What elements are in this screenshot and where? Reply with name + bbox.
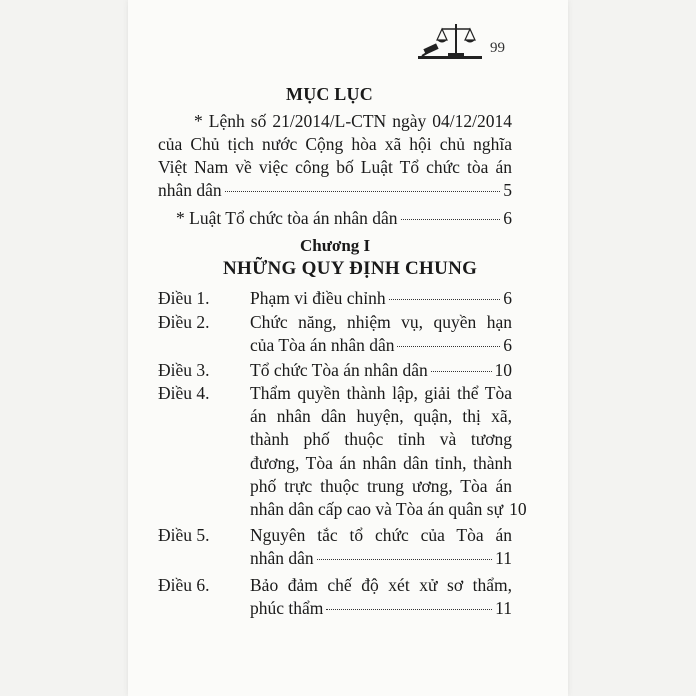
dot-leader [326, 608, 492, 610]
article-number: Điều 2. [158, 312, 210, 332]
toc-leader-row [250, 359, 512, 382]
article-title: Thẩm quyền thành lập, giải thể Tòa [250, 383, 512, 403]
toc-article [158, 359, 512, 382]
article-number: Điều 6. [158, 575, 210, 595]
dot-leader [431, 370, 492, 372]
article-title: Chức năng, nhiệm vụ, quyền hạn [250, 312, 512, 332]
toc-title: MỤC LỤC [286, 84, 373, 104]
toc-article [158, 382, 527, 521]
toc-article [158, 524, 512, 570]
toc-entry-line: * Lệnh số 21/2014/L-CTN ngày 04/12/2014 [194, 111, 512, 131]
toc-leader-row [250, 547, 512, 570]
article-title: thành phố thuộc tỉnh và tương [250, 429, 512, 450]
article-number: Điều 1. [158, 288, 210, 308]
article-title: án nhân dân huyện, quận, thị xã, [250, 406, 512, 427]
chapter-title: NHỮNG QUY ĐỊNH CHUNG [223, 258, 478, 279]
article-number: Điều 5. [158, 525, 210, 545]
dot-leader [317, 558, 492, 560]
page-number: 99 [490, 40, 505, 56]
dot-leader [225, 190, 501, 192]
toc-page-number: 11 [495, 598, 512, 619]
toc-page-number: 11 [495, 548, 512, 569]
article-number: Điều 4. [158, 383, 210, 403]
chapter-label: Chương I [300, 236, 371, 255]
toc-article [158, 574, 512, 620]
toc-page-number: 10 [494, 360, 512, 380]
article-title: Tổ chức Tòa án nhân dân [250, 360, 428, 380]
toc-leader-row [176, 207, 512, 230]
toc-page-number: 6 [503, 288, 512, 308]
article-title: đương, Tòa án nhân dân tỉnh, thành [250, 452, 512, 473]
toc-leader-row [158, 179, 512, 202]
dot-leader [401, 218, 501, 220]
article-number: Điều 3. [158, 360, 210, 380]
toc-page-number: 6 [503, 335, 512, 356]
article-title: Phạm vi điều chỉnh [250, 288, 386, 308]
toc-leader-row [250, 597, 512, 620]
toc-entry-law [176, 207, 512, 230]
toc-article [158, 311, 512, 357]
toc-entry-line: Việt Nam về việc công bố Luật Tổ chức tòa án [158, 157, 512, 177]
toc-leader-row [250, 287, 512, 310]
article-title: Bảo đảm chế độ xét xử sơ thẩm, [250, 575, 512, 595]
scales-of-justice-icon [416, 20, 484, 62]
dot-leader [397, 345, 500, 347]
article-title: phúc thẩm [250, 598, 324, 619]
article-title: Nguyên tắc tổ chức của Tòa án [250, 525, 512, 545]
toc-page-number: 10 [509, 499, 527, 520]
article-title: nhân dân [250, 548, 314, 569]
toc-page-number: 5 [503, 180, 512, 200]
dot-leader [389, 298, 501, 300]
article-title: của Tòa án nhân dân [250, 335, 395, 356]
toc-entry-decree [158, 110, 512, 202]
toc-entry-line: nhân dân [158, 180, 222, 200]
toc-leader-row [250, 498, 527, 521]
article-title: nhân dân cấp cao và Tòa án quân sự [250, 499, 504, 520]
toc-entry-line: * Luật Tổ chức tòa án nhân dân [176, 208, 398, 228]
toc-page-number: 6 [503, 208, 512, 228]
toc-entry-line: của Chủ tịch nước Cộng hòa xã hội chủ nghĩa [158, 134, 512, 154]
article-title: phố trực thuộc trung ương, Tòa án [250, 475, 512, 496]
toc-leader-row [250, 334, 512, 357]
toc-article [158, 287, 512, 310]
